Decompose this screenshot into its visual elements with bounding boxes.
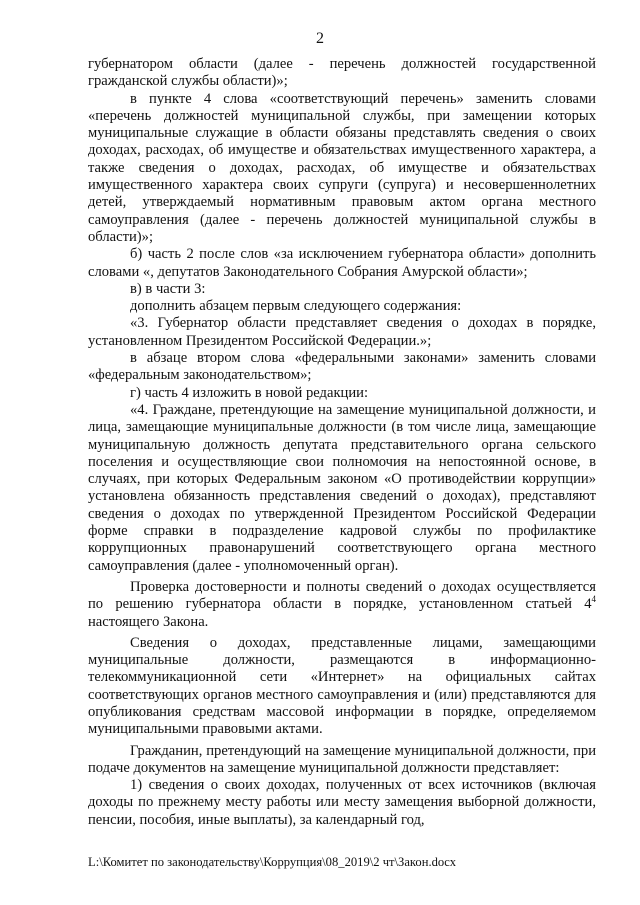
paragraph-text: б) часть 2 после слов «за исключением губернатора области» дополнить словами «, депутатов Законодательного Собрания Амурской области»; xyxy=(88,246,596,280)
paragraph-text: «4. Граждане, претендующие на замещение муниципальной должности, и лица, замещающие муниципальные должности (в том числе лица, замещающие муниципальную должность депутата представительного органа сельского поселения и осуществляющие свои полномочия на непостоянной основе, в случаях, при которых Федеральным законом «О противодействии коррупции» установлена обязанность представления сведений о доходах), представляют сведения о доходах по утвержденной Президентом Российской Федерации форме справки в подразделение кадровой службы по профилактике коррупционных правонарушений соответствующего органа местного самоуправления (далее - уполномоченный орган). xyxy=(88,401,596,574)
paragraph-text: Сведения о доходах, представленные лицами, замещающими муниципальные должности, размещаются в информационно-телекоммуникационной сети «Интернет» на официальных сайтах соответствующих органов местного самоуправления и (или) представляются для опубликования средствам массовой информации в порядке, определяемом муниципальными правовыми актами. xyxy=(88,634,596,738)
page-number: 2 xyxy=(316,30,324,47)
paragraph xyxy=(88,385,596,402)
paragraph xyxy=(88,777,596,829)
paragraph xyxy=(88,743,596,778)
paragraph xyxy=(88,635,596,739)
paragraph-text: в абзаце втором слова «федеральными законами» заменить словами «федеральным законодательством»; xyxy=(88,350,596,384)
paragraph-text: губернатором области (далее - перечень должностей государственной гражданской службы области)»; xyxy=(88,56,596,90)
paragraph-text: Проверка достоверности и полноты сведений о доходах осуществляется по решению губернатора области в порядке, установленном статьей 4 xyxy=(88,578,596,613)
paragraph xyxy=(88,315,596,350)
paragraph xyxy=(88,298,596,315)
document-body xyxy=(88,56,596,829)
paragraph xyxy=(88,281,596,298)
paragraph-text: «3. Губернатор области представляет сведения о доходах в порядке, установленном Президентом Российской Федерации.»; xyxy=(88,315,596,349)
paragraph-text: 1) сведения о своих доходах, полученных от всех источников (включая доходы по прежнему месту работы или месту замещения выборной должности, пенсии, пособия, иные выплаты), за календарный год, xyxy=(88,777,596,828)
paragraph xyxy=(88,56,596,91)
paragraph xyxy=(88,579,596,631)
file-path-footer: L:\Комитет по законодательству\Коррупция\08_2019\2 чт\Закон.docx xyxy=(88,855,457,869)
paragraph-text: Гражданин, претендующий на замещение муниципальной должности, при подаче документов на замещение муниципальной должности представляет: xyxy=(88,742,596,776)
paragraph-text: дополнить абзацем первым следующего содержания: xyxy=(130,298,462,315)
superscript: 4 xyxy=(591,594,596,605)
paragraph xyxy=(88,91,596,247)
paragraph xyxy=(88,402,596,575)
paragraph xyxy=(88,350,596,385)
paragraph-text: в) в части 3: xyxy=(130,280,206,297)
paragraph-text: в пункте 4 слова «соответствующий перечень» заменить словами «перечень должностей муниципальной службы, при замещении которых муниципальные служащие в области обязаны представлять сведения о своих доходах, расходах, об имуществе и обязательствах имущественного характера, а также сведения о доходах, расходах, об имуществе и обязательствах имущественного характера своих супруги (супруга) и несовершеннолетних детей, утверждаемый нормативным правовым актом органа местного самоуправления (далее - перечень должностей муниципальной службы в области)»; xyxy=(88,90,596,245)
paragraph-text: г) часть 4 изложить в новой редакции: xyxy=(130,384,369,401)
paragraph xyxy=(88,246,596,281)
paragraph-tail: настоящего Закона. xyxy=(88,613,209,630)
